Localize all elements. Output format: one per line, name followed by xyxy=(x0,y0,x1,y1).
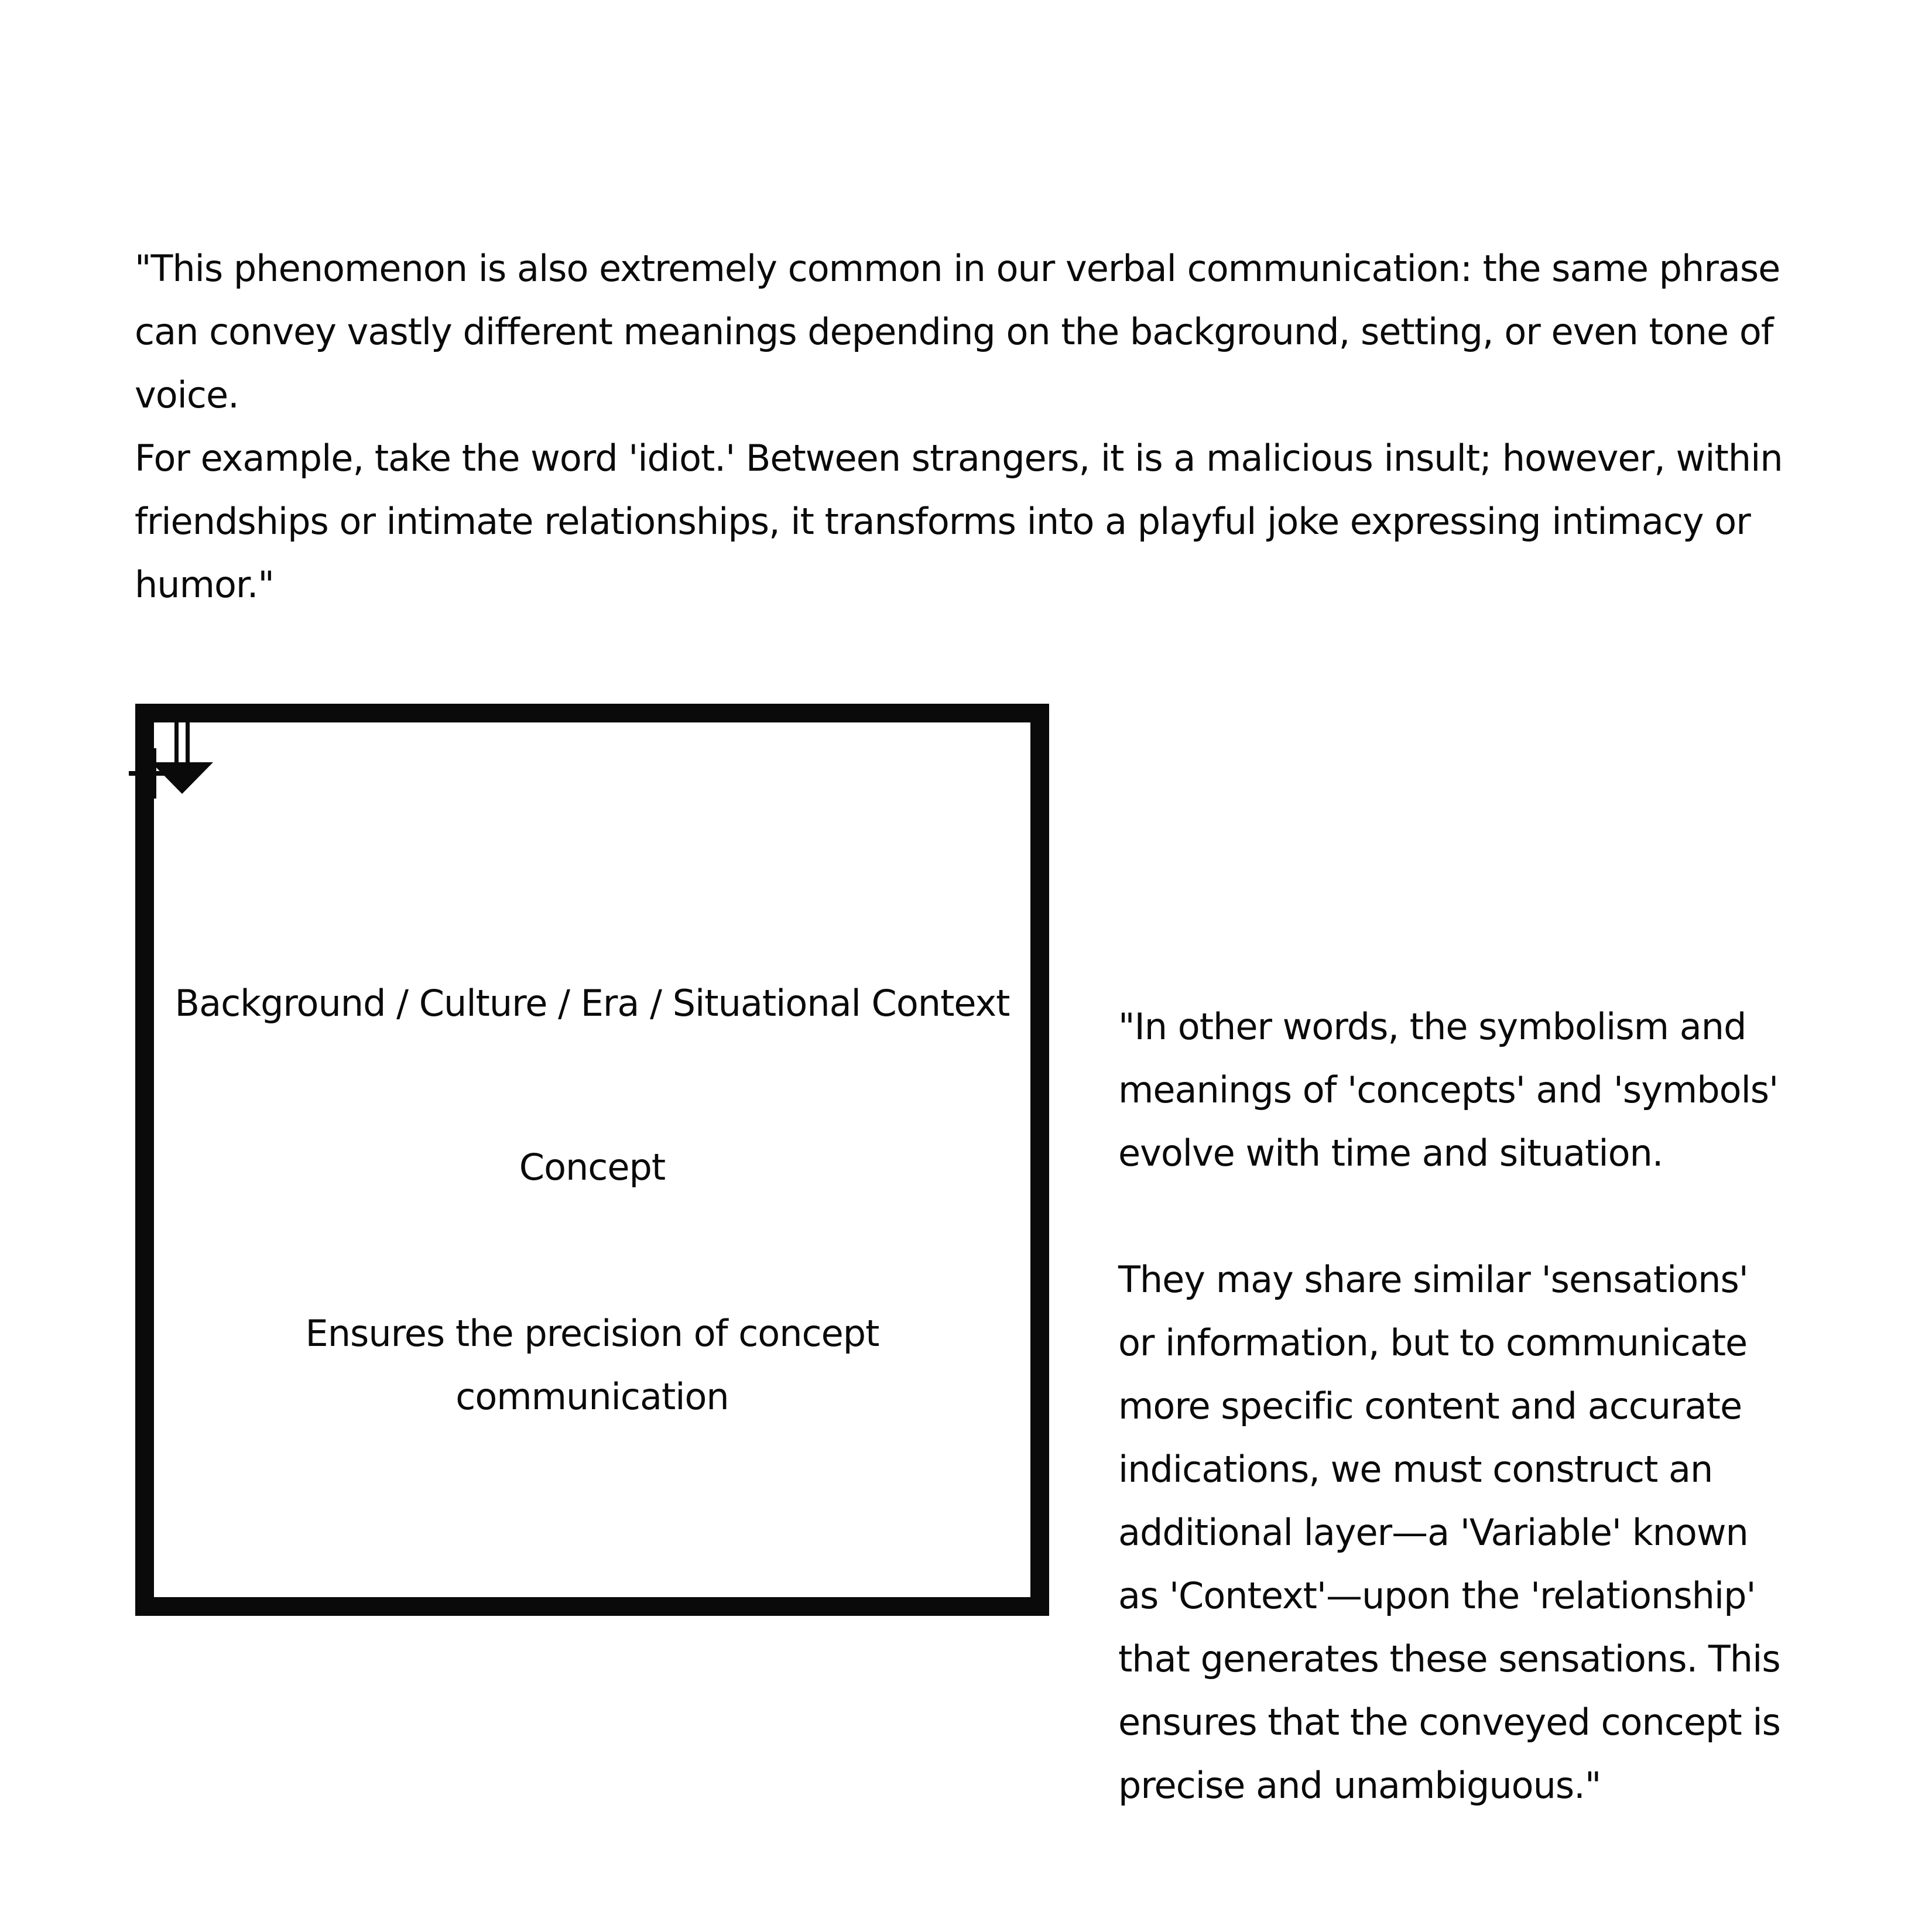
explanation-paragraph-1: "In other words, the symbolism and meanings of 'concepts' and 'symbols' evolve with time and situation. xyxy=(1118,1005,1779,1174)
intro-paragraph: "This phenomenon is also extremely common in our verbal communication: the same phrase can convey vastly different meanings depending on the background, setting, or even tone of voice. xyxy=(135,247,1780,416)
concept-label: Concept xyxy=(519,1146,666,1188)
explanation-column xyxy=(1118,995,1791,1880)
example-paragraph: For example, take the word 'idiot.' Between strangers, it is a malicious insult; however, within friendships or intimate relationships, it transforms into a playful joke expressing intimacy or humor." xyxy=(135,437,1783,606)
double-arrow-down-icon xyxy=(150,722,214,799)
result-label: Ensures the precision of concept communication xyxy=(305,1312,879,1418)
context-label: Background / Culture / Era / Situational Context xyxy=(174,982,1010,1025)
concept-diagram-box xyxy=(135,704,1049,1616)
explanation-paragraph-2: They may share similar 'sensations' or information, but to communicate more specific content and accurate indications, we must construct an additional layer—a 'Variable' known as 'Context'—upon the 'relationship' that generates these sensations. This ensures that the conveyed concept is precise and unambiguous." xyxy=(1118,1258,1780,1807)
